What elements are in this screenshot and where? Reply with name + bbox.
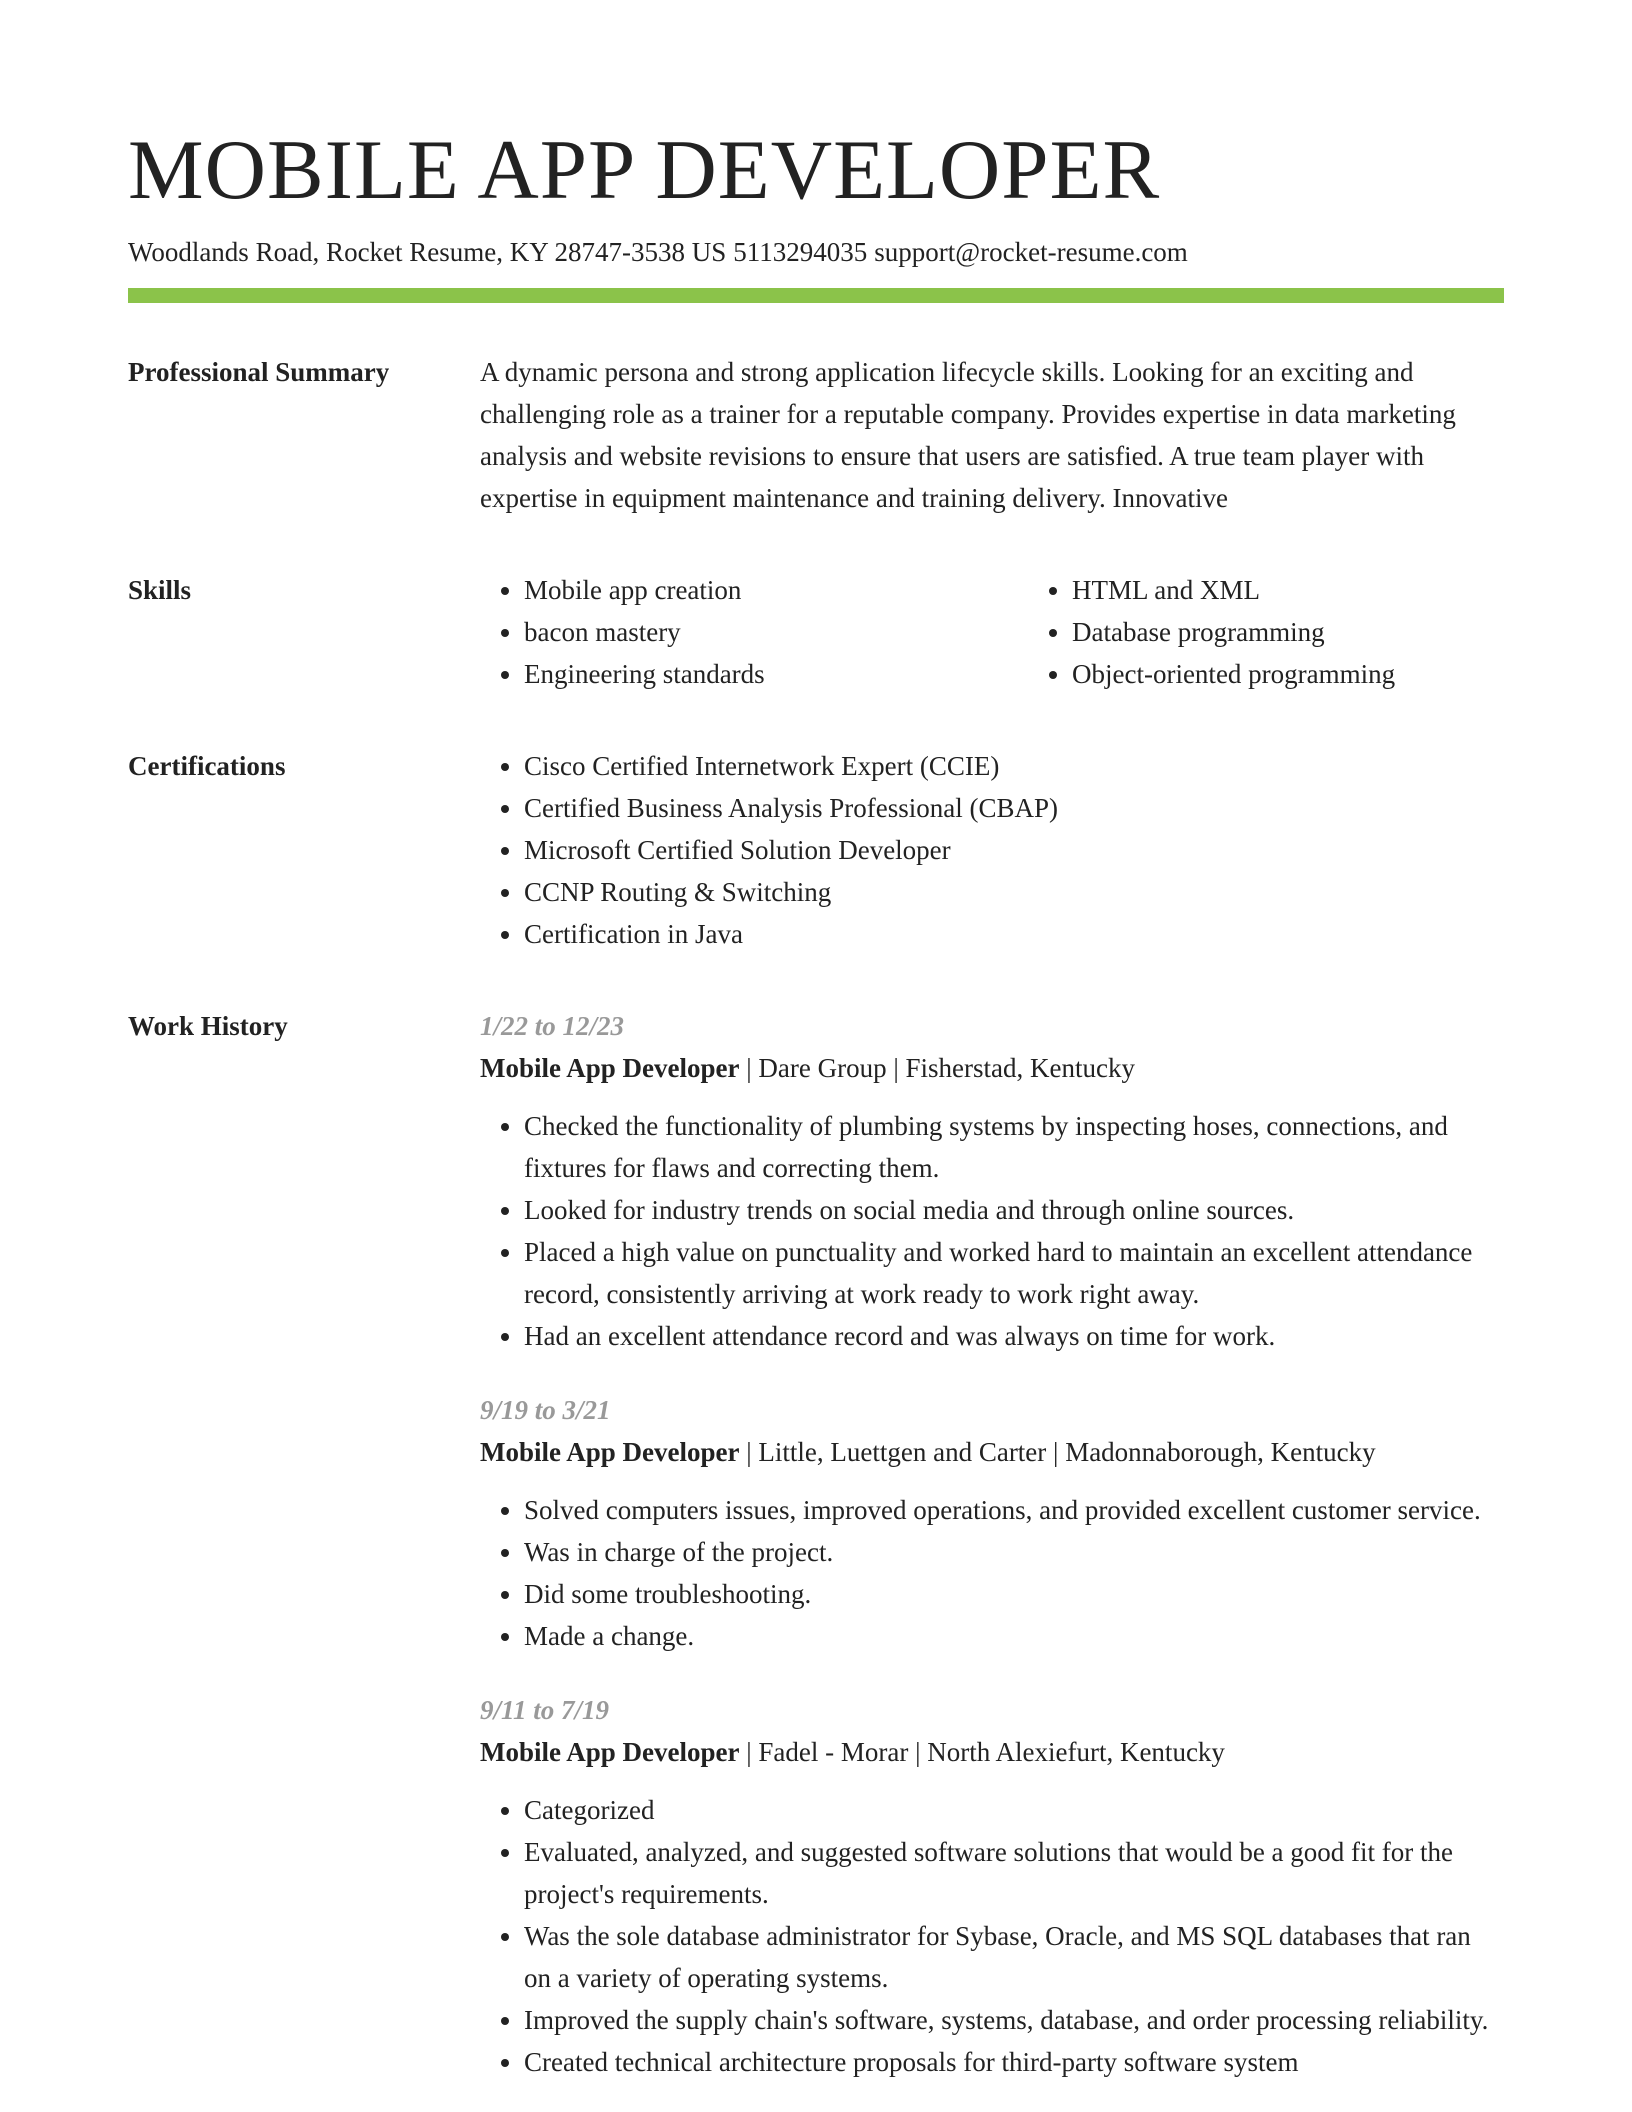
- job-entry: [480, 1689, 1504, 2083]
- job-bullet: • Made a change.: [524, 1615, 1504, 1657]
- skill-item: • Mobile app creation: [524, 569, 1028, 611]
- job-bullet: • Solved computers issues, improved operations, and provided excellent customer service.: [524, 1489, 1504, 1531]
- separator: |: [746, 1437, 752, 1467]
- certification-item: • CCNP Routing & Switching: [524, 871, 1504, 913]
- section-label-skills: Skills: [128, 575, 192, 605]
- job-bullet: • Categorized: [524, 1789, 1504, 1831]
- job-title: Mobile App Developer: [480, 1437, 740, 1467]
- job-bullet: • Was in charge of the project.: [524, 1531, 1504, 1573]
- job-entry: [480, 1389, 1504, 1657]
- job-dates: 1/22 to 12/23: [480, 1011, 625, 1041]
- skill-item: • Database programming: [1072, 611, 1576, 653]
- job-location: Fisherstad, Kentucky: [905, 1053, 1135, 1083]
- certification-item: • Microsoft Certified Solution Developer: [524, 829, 1504, 871]
- job-bullet: • Created technical architecture proposals for third-party software system: [524, 2041, 1504, 2083]
- job-heading: [480, 1731, 1504, 1773]
- contact-address: Woodlands Road, Rocket Resume, KY 28747-3538 US: [128, 237, 727, 267]
- job-bullet: • Checked the functionality of plumbing systems by inspecting hoses, connections, and fixtures for flaws and correcting them.: [524, 1105, 1504, 1189]
- work-history-section: [128, 1005, 1504, 2083]
- job-bullet: • Improved the supply chain's software, systems, database, and order processing reliability.: [524, 1999, 1504, 2041]
- skill-item: • Object-oriented programming: [1072, 653, 1576, 695]
- job-company: Fadel - Morar: [758, 1737, 909, 1767]
- job-bullets: [480, 1789, 1504, 2083]
- skills-list-left: [480, 569, 1028, 695]
- accent-divider: [128, 288, 1504, 303]
- section-label-work-history: Work History: [128, 1011, 288, 1041]
- certification-item: • Certified Business Analysis Professional (CBAP): [524, 787, 1504, 829]
- skills-section: [128, 569, 1504, 695]
- job-bullet: • Had an excellent attendance record and was always on time for work.: [524, 1315, 1504, 1357]
- job-heading: [480, 1047, 1504, 1089]
- summary-text: A dynamic persona and strong application lifecycle skills. Looking for an exciting and challenging role as a trainer for a reputable company. Provides expertise in data marketing analysis and website revisions to ensure that users are satisfied. A true team player with expertise in equipment maintenance and training delivery. Innovative: [480, 357, 1456, 513]
- separator: |: [1053, 1437, 1059, 1467]
- certification-item: • Cisco Certified Internetwork Expert (CCIE): [524, 745, 1504, 787]
- skills-list-right: [1028, 569, 1576, 695]
- separator: |: [746, 1737, 752, 1767]
- job-location: Madonnaborough, Kentucky: [1065, 1437, 1376, 1467]
- job-dates: 9/11 to 7/19: [480, 1695, 610, 1725]
- job-company: Dare Group: [758, 1053, 887, 1083]
- certification-item: • Certification in Java: [524, 913, 1504, 955]
- job-bullets: [480, 1489, 1504, 1657]
- section-label-certifications: Certifications: [128, 751, 286, 781]
- certifications-list: [480, 745, 1504, 955]
- separator: |: [746, 1053, 752, 1083]
- certifications-section: [128, 745, 1504, 955]
- job-dates: 9/19 to 3/21: [480, 1395, 611, 1425]
- skill-item: • bacon mastery: [524, 611, 1028, 653]
- contact-phone: 5113294035: [733, 237, 868, 267]
- separator: |: [893, 1053, 899, 1083]
- skill-item: • HTML and XML: [1072, 569, 1576, 611]
- job-title: Mobile App Developer: [480, 1053, 740, 1083]
- resume-page: [128, 0, 1504, 2083]
- separator: |: [915, 1737, 921, 1767]
- job-location: North Alexiefurt, Kentucky: [927, 1737, 1225, 1767]
- contact-line: [128, 236, 1504, 268]
- job-bullets: [480, 1105, 1504, 1357]
- resume-name: MOBILE APP DEVELOPER: [128, 123, 1161, 217]
- job-title: Mobile App Developer: [480, 1737, 740, 1767]
- job-company: Little, Luettgen and Carter: [758, 1437, 1047, 1467]
- job-entry: [480, 1005, 1504, 1357]
- job-heading: [480, 1431, 1504, 1473]
- job-bullet: • Evaluated, analyzed, and suggested software solutions that would be a good fit for the project's requirements.: [524, 1831, 1504, 1915]
- job-bullet: • Placed a high value on punctuality and worked hard to maintain an excellent attendance record, consistently arriving at work ready to work right away.: [524, 1231, 1504, 1315]
- summary-section: [128, 351, 1504, 519]
- skill-item: • Engineering standards: [524, 653, 1028, 695]
- contact-email: support@rocket-resume.com: [874, 237, 1188, 267]
- job-bullet: • Was the sole database administrator for Sybase, Oracle, and MS SQL databases that ran on a variety of operating systems.: [524, 1915, 1504, 1999]
- job-bullet: • Did some troubleshooting.: [524, 1573, 1504, 1615]
- job-bullet: • Looked for industry trends on social media and through online sources.: [524, 1189, 1504, 1231]
- section-label-summary: Professional Summary: [128, 357, 390, 387]
